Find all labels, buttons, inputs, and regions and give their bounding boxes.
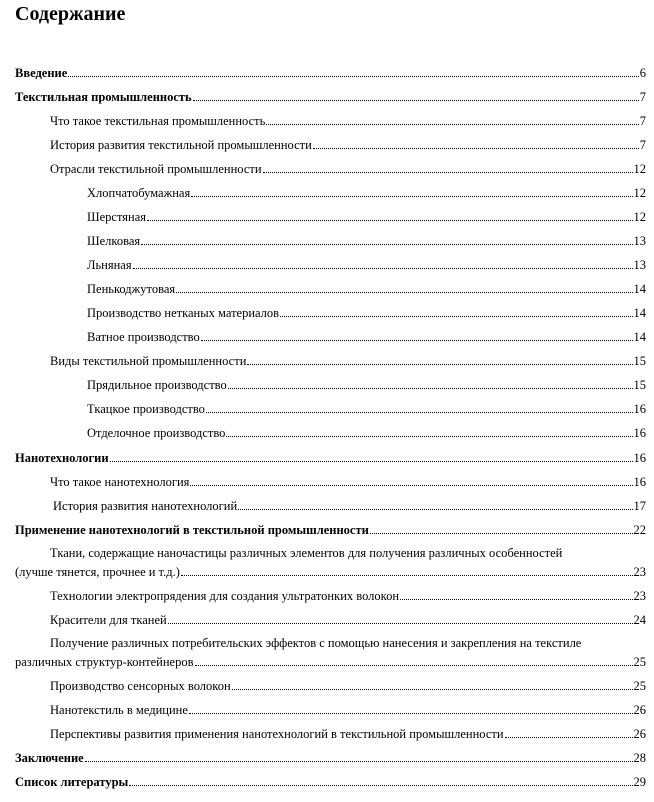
toc-entry-title: Отделочное производство: [87, 426, 226, 440]
dot-leader: [191, 185, 632, 197]
page-title: Содержание: [15, 3, 126, 25]
dot-leader: [85, 750, 633, 762]
toc-entry-title: Красители для тканей: [50, 613, 167, 627]
toc-entry-title: Перспективы развития применения нанотехнологий в текстильной промышленности: [50, 727, 504, 741]
dot-leader: [133, 257, 633, 269]
toc-entry-page: 25: [633, 679, 646, 693]
toc-entry-title-first-line: Получение различных потребительских эффектов с помощью нанесения и закрепления на текстиле: [50, 636, 582, 650]
toc-entry-page: 14: [633, 330, 646, 344]
dot-leader: [193, 89, 639, 101]
toc-entry-page: 7: [639, 90, 646, 104]
toc-entry-title-first-line: Ткани, содержащие наночастицы различных элементов для получения различных особенностей: [50, 546, 563, 560]
dot-leader: [201, 329, 633, 341]
toc-entry-title: Виды текстильной промышленности: [50, 354, 247, 368]
toc-entry-page: 23: [633, 589, 646, 603]
dot-leader: [189, 702, 633, 714]
toc-entry-page: 13: [633, 258, 646, 272]
dot-leader: [181, 564, 633, 576]
toc-entry-title: Ватное производство: [87, 330, 200, 344]
toc-entry-title: Введение: [15, 66, 68, 80]
toc-entry-page: 14: [633, 282, 646, 296]
toc-entry-page: 16: [633, 475, 646, 489]
toc-entry-title: Пенькоджутовая: [87, 282, 176, 296]
toc-entry-page: 26: [633, 727, 646, 741]
toc-entry-title: Ткацкое производство: [87, 402, 205, 416]
toc-entry-page: 23: [633, 565, 646, 579]
toc-entry-title: Что такое текстильная промышленность: [50, 114, 266, 128]
toc-entry-page: 28: [633, 751, 646, 765]
toc-entry-page: 7: [639, 114, 646, 128]
toc-entry-title: Производство нетканых материалов: [87, 306, 280, 320]
toc-entry-page: 14: [633, 306, 646, 320]
toc-entry-title: Льняная: [87, 258, 132, 272]
toc-entry-title: Список литературы: [15, 775, 129, 789]
dot-leader: [147, 209, 633, 221]
dot-leader: [247, 353, 632, 365]
toc-entry-page: 13: [633, 234, 646, 248]
dot-leader: [263, 161, 633, 173]
dot-leader: [68, 65, 638, 77]
dot-leader: [280, 305, 632, 317]
toc-entry-title: Что такое нанотехнология: [50, 475, 190, 489]
toc-entry-page: 12: [633, 162, 646, 176]
toc-entry-page: 6: [639, 66, 646, 80]
toc-entry-title: Шерстяная: [87, 210, 146, 224]
toc-entry-title: Технологии электропрядения для создания ультратонких волокон: [50, 589, 400, 603]
toc-entry-title: История развития нанотехнологий: [53, 499, 238, 513]
toc-entry-title: Отрасли текстильной промышленности: [50, 162, 262, 176]
toc-entry-page: 25: [633, 655, 646, 669]
toc-entry-page: 15: [633, 354, 646, 368]
toc-entry-title: Хлопчатобумажная: [87, 186, 191, 200]
toc-entry-title: Текстильная промышленность: [15, 90, 192, 104]
toc-entry-title: Нанотехнологии: [15, 451, 109, 465]
dot-leader: [195, 654, 633, 666]
toc-entry-page: 26: [633, 703, 646, 717]
toc-entry-title: различных структур-контейнеров: [15, 655, 194, 669]
toc-entry-page: 12: [633, 210, 646, 224]
toc-entry-page: 7: [639, 138, 646, 152]
dot-leader: [110, 450, 633, 462]
dot-leader: [232, 678, 633, 690]
dot-leader: [168, 612, 633, 624]
toc-entry-page: 16: [633, 426, 646, 440]
toc-entry-title: История развития текстильной промышленности: [50, 138, 312, 152]
toc-entry-title: Заключение: [15, 751, 84, 765]
dot-leader: [238, 498, 632, 510]
toc-entry-page: 17: [633, 499, 646, 513]
dot-leader: [226, 425, 632, 437]
dot-leader: [370, 522, 633, 534]
toc-entry-title: Производство сенсорных волокон: [50, 679, 231, 693]
toc-entry-title: Прядильное производство: [87, 378, 227, 392]
toc-entry-title: Нанотекстиль в медицине: [50, 703, 188, 717]
toc-entry-page: 22: [633, 523, 646, 537]
dot-leader: [313, 137, 639, 149]
dot-leader: [266, 113, 638, 125]
toc-entry-title: Применение нанотехнологий в текстильной промышленности: [15, 523, 369, 537]
dot-leader: [190, 474, 632, 486]
dot-leader: [141, 233, 632, 245]
dot-leader: [228, 377, 633, 389]
toc-entry-page: 29: [633, 775, 646, 789]
toc-entry-page: 24: [633, 613, 646, 627]
dot-leader: [176, 281, 632, 293]
toc-entry-page: 15: [633, 378, 646, 392]
toc-entry-page: 16: [633, 402, 646, 416]
toc-entry-title: Шелковая: [87, 234, 141, 248]
toc-entry-page: 12: [633, 186, 646, 200]
toc-entry-title: (лучше тянется, прочнее и т.д.): [15, 565, 180, 579]
toc-entry-page: 16: [633, 451, 646, 465]
dot-leader: [505, 726, 633, 738]
dot-leader: [400, 588, 632, 600]
dot-leader: [206, 401, 633, 413]
dot-leader: [129, 774, 632, 786]
